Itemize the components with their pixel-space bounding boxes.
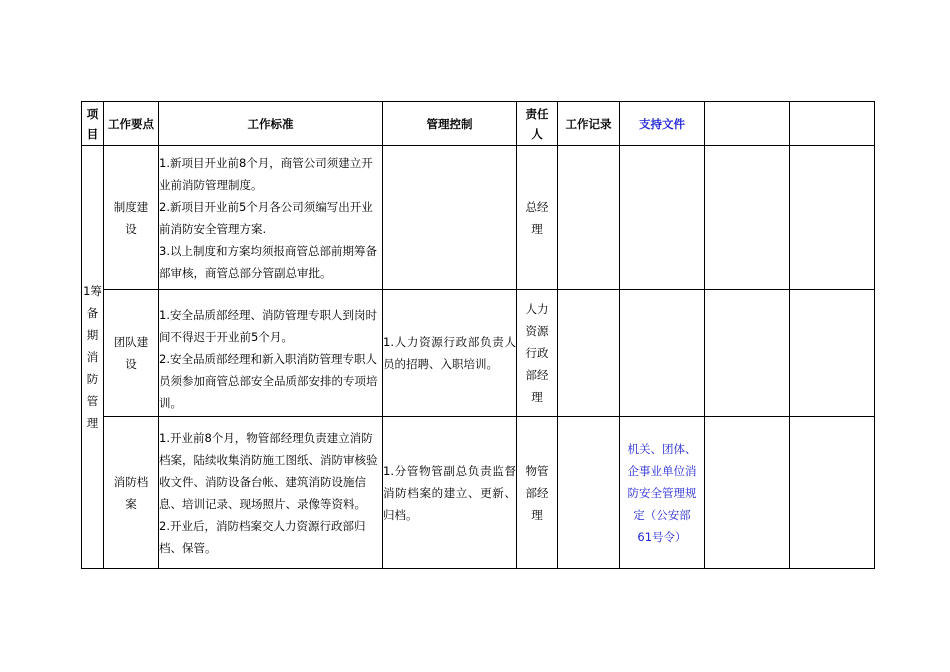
standard-item: 2.开业后，消防档案交人力资源行政部归档、保管。 (159, 518, 366, 555)
header-control: 管理控制 (383, 102, 517, 146)
standard-item: 1.开业前8个月，物管部经理负责建立消防档案，陆续收集消防施工图纸、消防审核验收文件、消防设备台帐、建筑消防设施信息、培训记录、现场照片、录像等资料。 (159, 430, 378, 511)
control-cell (383, 146, 517, 290)
header-responsible: 责任人 (517, 102, 558, 146)
record-cell (558, 290, 620, 417)
table-row (82, 417, 875, 569)
header-key-points: 工作要点 (104, 102, 159, 146)
record-cell (558, 417, 620, 569)
standard-item: 1.安全品质部经理、消防管理专职人到岗时间不得迟于开业前5个月。 (159, 308, 377, 344)
header-support-docs: 支持文件 (620, 102, 705, 146)
responsible-cell: 总经理 (517, 146, 558, 290)
header-row (82, 102, 875, 146)
standard-item: 1.新项目开业前8个月，商管公司须建立开业前消防管理制度。 (159, 155, 373, 192)
header-extra-2 (790, 102, 875, 146)
key-point-cell: 制度建设 (104, 146, 159, 290)
table-row (82, 290, 875, 417)
header-project: 项目 (82, 102, 104, 146)
extra-cell (705, 417, 790, 569)
support-cell (620, 146, 705, 290)
support-cell (620, 290, 705, 417)
standard-cell (159, 417, 383, 569)
header-standard: 工作标准 (159, 102, 383, 146)
standard-item: 2.新项目开业前5个月各公司须编写出开业前消防安全管理方案. (159, 199, 373, 236)
standard-item: 2.安全品质部经理和新入职消防管理专职人员须参加商管总部安全品质部安排的专项培训。 (159, 352, 378, 410)
extra-cell (705, 146, 790, 290)
project-label: 1筹备期消防管理 (82, 146, 104, 569)
key-point-cell: 团队建设 (104, 290, 159, 417)
responsible-cell: 物管部经理 (517, 417, 558, 569)
standard-cell (159, 146, 383, 290)
fire-management-table (81, 101, 875, 569)
standard-cell (159, 290, 383, 417)
control-cell: 1.分管物管副总负责监督消防档案的建立、更新、归档。 (383, 417, 517, 569)
record-cell (558, 146, 620, 290)
table-row (82, 146, 875, 290)
extra-cell (705, 290, 790, 417)
header-extra-1 (705, 102, 790, 146)
responsible-cell: 人力资源行政部经理 (517, 290, 558, 417)
control-cell: 1.人力资源行政部负责人员的招聘、入职培训。 (383, 290, 517, 417)
extra-cell (790, 290, 875, 417)
standard-item: 3.以上制度和方案均须报商管总部前期筹备部审核，商管总部分管副总审批。 (159, 243, 377, 280)
header-record: 工作记录 (558, 102, 620, 146)
support-cell: 机关、团体、企事业单位消防安全管理规定（公安部61号令） (620, 417, 705, 569)
key-point-cell: 消防档案 (104, 417, 159, 569)
extra-cell (790, 146, 875, 290)
extra-cell (790, 417, 875, 569)
